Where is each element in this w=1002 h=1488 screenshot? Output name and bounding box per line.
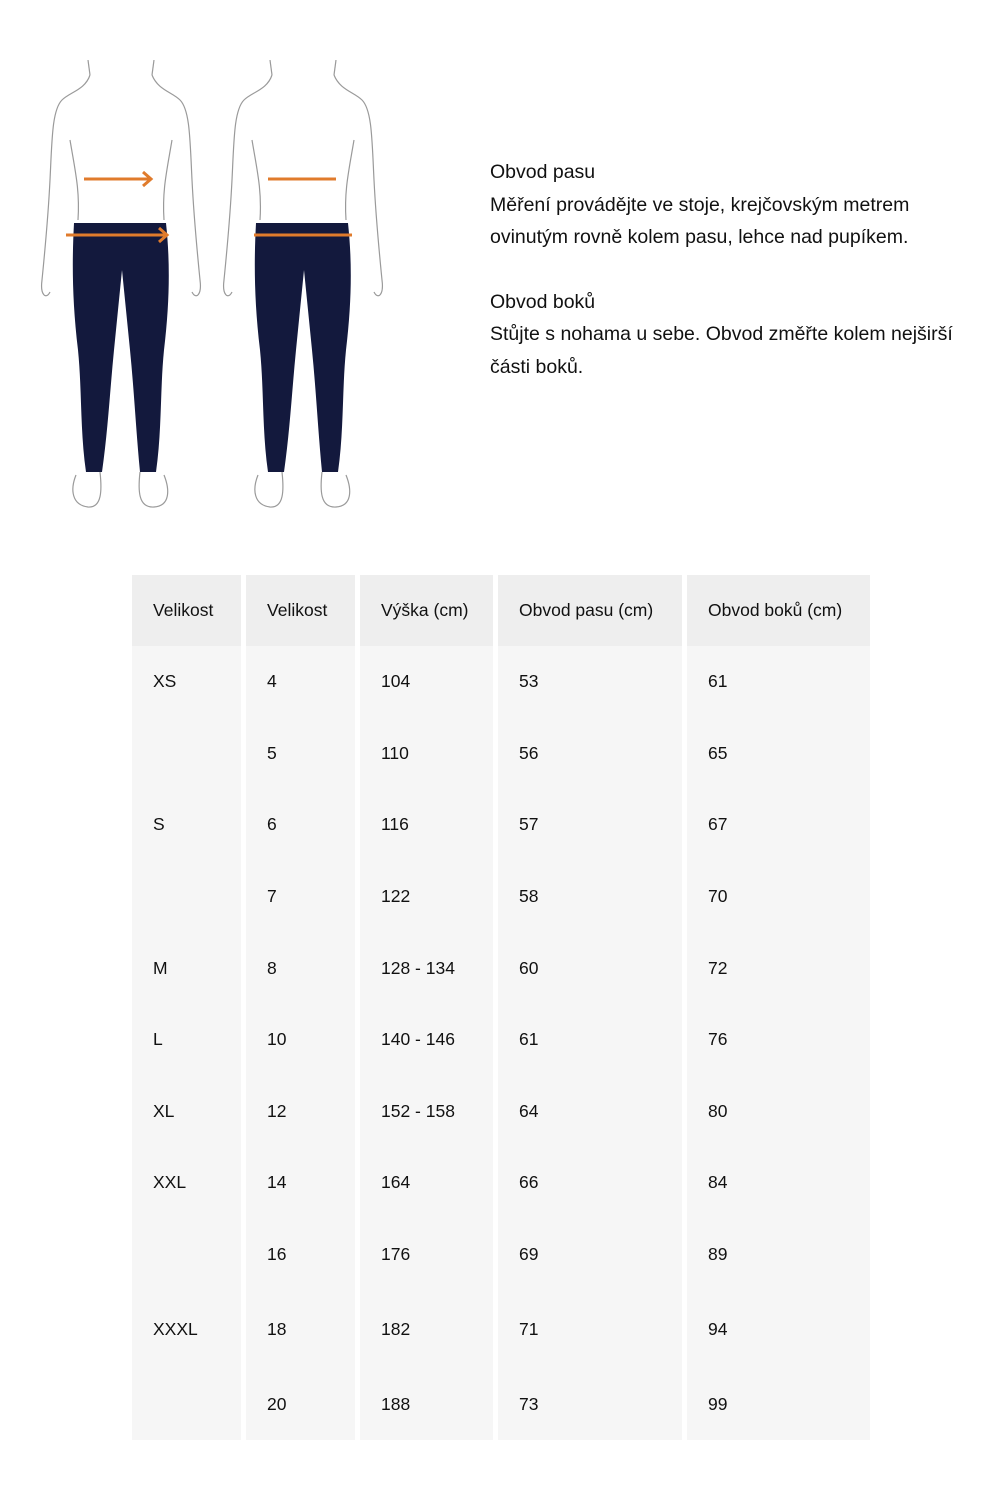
waist-title: Obvod pasu xyxy=(490,161,596,183)
table-cell: 84 xyxy=(708,1172,728,1193)
table-cell: 57 xyxy=(519,814,539,835)
figure-back xyxy=(224,60,383,507)
table-cell: 164 xyxy=(381,1172,411,1193)
table-cell xyxy=(132,1368,241,1440)
waist-text: Měření provádějte ve stoje, krejčovským metrem ovinutým rovně kolem pasu, lehce nad pupíkem. xyxy=(490,193,910,248)
table-cell: 10 xyxy=(267,1029,287,1050)
table-cell: 7 xyxy=(267,886,277,907)
table-cell: 110 xyxy=(381,742,409,763)
table-cell: 89 xyxy=(708,1244,728,1265)
table-cell: XS xyxy=(153,671,177,692)
column-header: Obvod boků (cm) xyxy=(687,575,870,646)
column-waist xyxy=(498,575,682,1440)
table-cell: 70 xyxy=(708,886,728,907)
table-cell: 122 xyxy=(381,886,411,907)
table-cell: 66 xyxy=(519,1172,539,1193)
table-cell: 14 xyxy=(267,1172,287,1193)
table-cell: 60 xyxy=(519,957,539,978)
table-cell: 18 xyxy=(267,1318,287,1339)
size-table xyxy=(132,575,870,1440)
table-cell: XXXL xyxy=(153,1318,198,1339)
table-cell: L xyxy=(153,1029,163,1050)
table-cell: 20 xyxy=(267,1393,287,1414)
table-cell xyxy=(132,1219,241,1291)
table-cell: 4 xyxy=(267,671,277,692)
table-cell: 16 xyxy=(267,1244,287,1265)
table-cell: 69 xyxy=(519,1244,539,1265)
table-cell: 53 xyxy=(519,671,539,692)
table-cell: 58 xyxy=(519,886,539,907)
table-cell: 99 xyxy=(708,1393,728,1414)
table-cell: 182 xyxy=(381,1318,411,1339)
leggings-back xyxy=(255,223,351,472)
figure-front xyxy=(42,60,201,507)
table-cell: 64 xyxy=(519,1100,539,1121)
table-cell: 72 xyxy=(708,957,728,978)
table-cell: 94 xyxy=(708,1318,728,1339)
table-cell: S xyxy=(153,814,165,835)
table-cell xyxy=(132,718,241,790)
table-cell: 140 - 146 xyxy=(381,1029,455,1050)
body-illustration xyxy=(30,60,390,520)
table-cell: 6 xyxy=(267,814,277,835)
column-header: Obvod pasu (cm) xyxy=(498,575,682,646)
column-hips xyxy=(687,575,870,1440)
column-height xyxy=(360,575,493,1440)
table-cell: 65 xyxy=(708,742,728,763)
table-cell: 61 xyxy=(708,671,728,692)
table-cell: XXL xyxy=(153,1172,187,1193)
table-cell: 128 - 134 xyxy=(381,957,455,978)
hips-text: Stůjte s nohama u sebe. Obvod změřte kolem nejširší části boků. xyxy=(490,323,953,378)
table-cell xyxy=(132,861,241,933)
column-size-number xyxy=(246,575,355,1440)
table-cell: 176 xyxy=(381,1244,411,1265)
hips-title: Obvod boků xyxy=(490,290,596,313)
column-header: Velikost xyxy=(132,575,241,646)
table-cell: 188 xyxy=(381,1393,411,1414)
waist-arrow-front xyxy=(84,172,151,186)
table-cell: 5 xyxy=(267,742,277,763)
measurement-figures xyxy=(30,60,390,520)
table-cell: 76 xyxy=(708,1029,728,1050)
table-cell: 152 - 158 xyxy=(381,1100,455,1121)
table-cell: 8 xyxy=(267,957,277,978)
table-cell: 116 xyxy=(381,814,409,835)
leggings-front xyxy=(73,223,169,472)
measurement-description xyxy=(490,156,960,383)
column-header: Výška (cm) xyxy=(360,575,493,646)
column-size-letter xyxy=(132,575,241,1440)
table-cell: 67 xyxy=(708,814,728,835)
table-cell: 104 xyxy=(381,671,411,692)
table-cell: 12 xyxy=(267,1100,287,1121)
table-cell: XL xyxy=(153,1100,175,1121)
column-header: Velikost xyxy=(246,575,355,646)
table-cell: 56 xyxy=(519,742,539,763)
table-cell: 61 xyxy=(519,1029,539,1050)
table-cell: 80 xyxy=(708,1100,728,1121)
table-cell: 71 xyxy=(519,1318,539,1339)
table-cell: 73 xyxy=(519,1393,539,1414)
table-cell: M xyxy=(153,957,168,978)
